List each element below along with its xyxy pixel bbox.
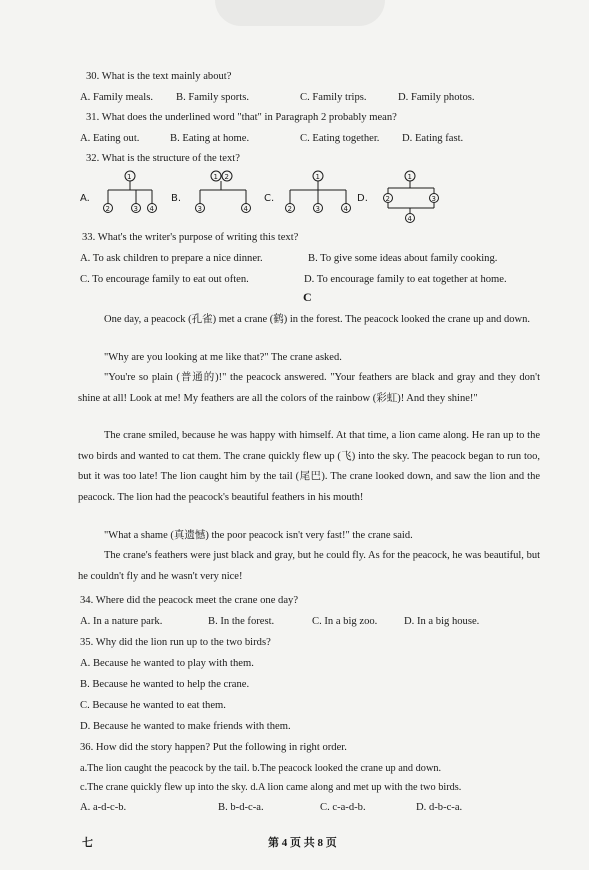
svg-text:2: 2 xyxy=(105,205,110,213)
q30-option-d[interactable]: D. Family photos. xyxy=(398,92,475,103)
story-paragraph-2: "Why are you looking at me like that?" The crane asked. xyxy=(104,352,342,363)
svg-text:4: 4 xyxy=(243,205,248,213)
q31-options xyxy=(80,132,550,146)
q34-option-c[interactable]: C. In a big zoo. xyxy=(312,616,378,627)
q34-option-a[interactable]: A. In a nature park. xyxy=(80,616,163,627)
scan-smudge xyxy=(215,0,385,26)
q34-option-b[interactable]: B. In the forest. xyxy=(208,616,275,627)
q33-option-b[interactable]: B. To give some ideas about family cooking. xyxy=(308,253,498,264)
story-paragraph-4: The crane smiled, because he was happy with himself. At that time, a lion came along. He ran up to the two birds and wanted to cat them. The crane quickly flew up (飞) into the sky. The peacock began to run too, but it was too late! The lion caught him by the tail (尾巴). The crane looked down, and saw the lion and the peacock. The lion had the peacock's beautiful feathers in his mouth! xyxy=(78,430,540,503)
q36-option-a[interactable]: A. a-d-c-b. xyxy=(80,802,127,813)
section-c-heading: C xyxy=(303,290,312,304)
svg-text:3: 3 xyxy=(133,205,138,213)
q34-stem: 34. Where did the peacock meet the crane one day? xyxy=(80,595,299,606)
q34-option-d[interactable]: D. In a big house. xyxy=(404,616,480,627)
q35-stem: 35. Why did the lion run up to the two birds? xyxy=(80,637,271,648)
q31-option-a[interactable]: A. Eating out. xyxy=(80,133,140,144)
q32-option-d-label[interactable]: D. xyxy=(357,193,368,204)
svg-text:2: 2 xyxy=(287,205,292,213)
page-number: 第 4 页 共 8 页 xyxy=(268,837,337,849)
q35-option-a[interactable]: A. Because he wanted to play with them. xyxy=(80,658,254,669)
q36-option-c[interactable]: C. c-a-d-b. xyxy=(320,802,366,813)
footer-mark: 七 xyxy=(82,837,93,849)
svg-text:3: 3 xyxy=(315,205,320,213)
svg-text:1: 1 xyxy=(407,173,412,181)
q31-option-d[interactable]: D. Eating fast. xyxy=(402,133,464,144)
q30-option-a[interactable]: A. Family meals. xyxy=(80,92,153,103)
q33-option-a[interactable]: A. To ask children to prepare a nice dinner. xyxy=(80,253,263,264)
svg-text:3: 3 xyxy=(431,195,436,203)
q36-option-b[interactable]: B. b-d-c-a. xyxy=(218,802,264,813)
q35-option-c[interactable]: C. Because he wanted to eat them. xyxy=(80,700,226,711)
diagram-a xyxy=(104,171,157,213)
structure-diagrams xyxy=(78,168,458,230)
svg-text:1: 1 xyxy=(315,173,320,181)
svg-text:3: 3 xyxy=(197,205,202,213)
q32-stem: 32. What is the structure of the text? xyxy=(86,153,240,164)
svg-text:2: 2 xyxy=(385,195,390,203)
svg-text:4: 4 xyxy=(407,215,412,223)
q36-option-d[interactable]: D. d-b-c-a. xyxy=(416,802,463,813)
diagram-c xyxy=(286,171,351,213)
q33-options-row2 xyxy=(80,273,550,287)
story-paragraph-1: One day, a peacock (孔雀) met a crane (鹤) in the forest. The peacock looked the crane up and down. xyxy=(104,314,530,325)
story-paragraph-6: The crane's feathers were just black and gray, but he could fly. As for the peacock, he was beautiful, but he couldn't fly and he wasn't very nice! xyxy=(78,550,540,582)
svg-text:4: 4 xyxy=(149,205,154,213)
diagram-b xyxy=(196,171,251,213)
q36-options xyxy=(80,801,550,815)
q32-option-a-label[interactable]: A. xyxy=(80,193,90,204)
q36-stem: 36. How did the story happen? Put the following in right order. xyxy=(80,742,347,753)
q35-option-b[interactable]: B. Because he wanted to help the crane. xyxy=(80,679,250,690)
q33-option-d[interactable]: D. To encourage family to eat together at home. xyxy=(304,274,507,285)
q30-option-c[interactable]: C. Family trips. xyxy=(300,92,367,103)
q30-options xyxy=(80,91,550,105)
q33-option-c[interactable]: C. To encourage family to eat out often. xyxy=(80,274,249,285)
q31-option-b[interactable]: B. Eating at home. xyxy=(170,133,250,144)
story-paragraph-5: "What a shame (真遗憾) the poor peacock isn't very fast!" the crane said. xyxy=(104,530,413,541)
q30-option-b[interactable]: B. Family sports. xyxy=(176,92,249,103)
q31-option-c[interactable]: C. Eating together. xyxy=(300,133,380,144)
q36-events-line1: a.The lion caught the peacock by the tail. b.The peacock looked the crane up and down. xyxy=(80,763,442,774)
q36-events-line2: c.The crane quickly flew up into the sky. d.A lion came along and met up with the two birds. xyxy=(80,782,462,793)
svg-text:1: 1 xyxy=(213,173,218,181)
story-paragraph-3: "You're so plain (普通的)!" the peacock answered. "Your feathers are black and gray and they don't shine at all! Look at me! My feathers are all the colors of the rainbow (彩虹)! And they shine!" xyxy=(78,372,540,404)
diagram-d xyxy=(384,171,439,223)
q31-stem: 31. What does the underlined word "that" in Paragraph 2 probably mean? xyxy=(86,112,397,123)
q33-stem: 33. What's the writer's purpose of writing this text? xyxy=(82,232,299,243)
q32-option-b-label[interactable]: B. xyxy=(171,193,182,204)
svg-text:4: 4 xyxy=(343,205,348,213)
q30-stem: 30. What is the text mainly about? xyxy=(86,71,232,82)
q34-options xyxy=(80,615,550,629)
q35-option-d[interactable]: D. Because he wanted to make friends with them. xyxy=(80,721,291,732)
q33-options-row1 xyxy=(80,252,550,266)
svg-text:2: 2 xyxy=(224,173,229,181)
svg-text:1: 1 xyxy=(127,173,132,181)
q32-option-c-label[interactable]: C. xyxy=(264,193,275,204)
